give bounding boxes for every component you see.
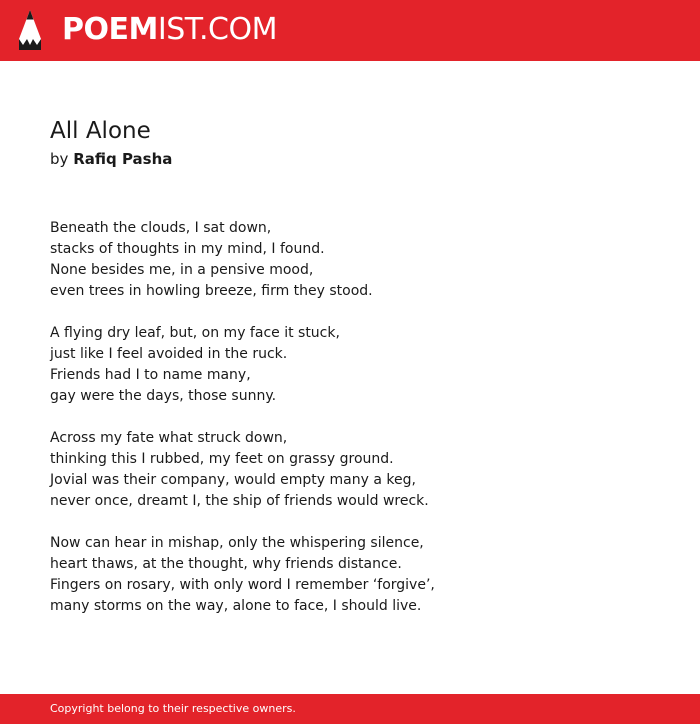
poem-line: never once, dreamt I, the ship of friends would wreck.	[50, 493, 429, 509]
poem-title: All Alone	[50, 118, 151, 144]
poem-line: Across my fate what struck down,	[50, 430, 288, 446]
logo-brand-bold: POEM	[62, 12, 158, 47]
poem-line: stacks of thoughts in my mind, I found.	[50, 241, 325, 257]
poem-line: Jovial was their company, would empty many a keg,	[50, 472, 416, 488]
poem-line: Friends had I to name many,	[50, 367, 251, 383]
poem-line: Now can hear in mishap, only the whispering silence,	[50, 535, 424, 551]
poem-line: thinking this I rubbed, my feet on grassy ground.	[50, 451, 394, 467]
stanza	[50, 428, 670, 512]
site-footer	[0, 694, 700, 724]
poem-line: even trees in howling breeze, firm they stood.	[50, 283, 373, 299]
poem-author: Rafiq Pasha	[73, 150, 173, 168]
poem-line: just like I feel avoided in the ruck.	[50, 346, 288, 362]
poem-line: A flying dry leaf, but, on my face it stuck,	[50, 325, 340, 341]
site-logo[interactable]	[62, 12, 277, 48]
poem-line: heart thaws, at the thought, why friends distance.	[50, 556, 402, 572]
poem-line: gay were the days, those sunny.	[50, 388, 277, 404]
pencil-tip-icon[interactable]	[17, 9, 43, 51]
stanza	[50, 323, 670, 407]
logo-brand-light: IST.COM	[157, 12, 277, 47]
stanza	[50, 533, 670, 617]
stanza	[50, 218, 670, 302]
poem-line: Beneath the clouds, I sat down,	[50, 220, 272, 236]
poem-line: None besides me, in a pensive mood,	[50, 262, 314, 278]
poem-byline	[50, 148, 172, 170]
poem-line: Fingers on rosary, with only word I remember ‘forgive’,	[50, 577, 435, 593]
byline-label: by	[50, 150, 69, 168]
poem-body	[50, 218, 670, 638]
copyright-notice: Copyright belong to their respective owners.	[50, 702, 296, 715]
poem-line: many storms on the way, alone to face, I should live.	[50, 598, 422, 614]
site-header	[0, 0, 700, 61]
